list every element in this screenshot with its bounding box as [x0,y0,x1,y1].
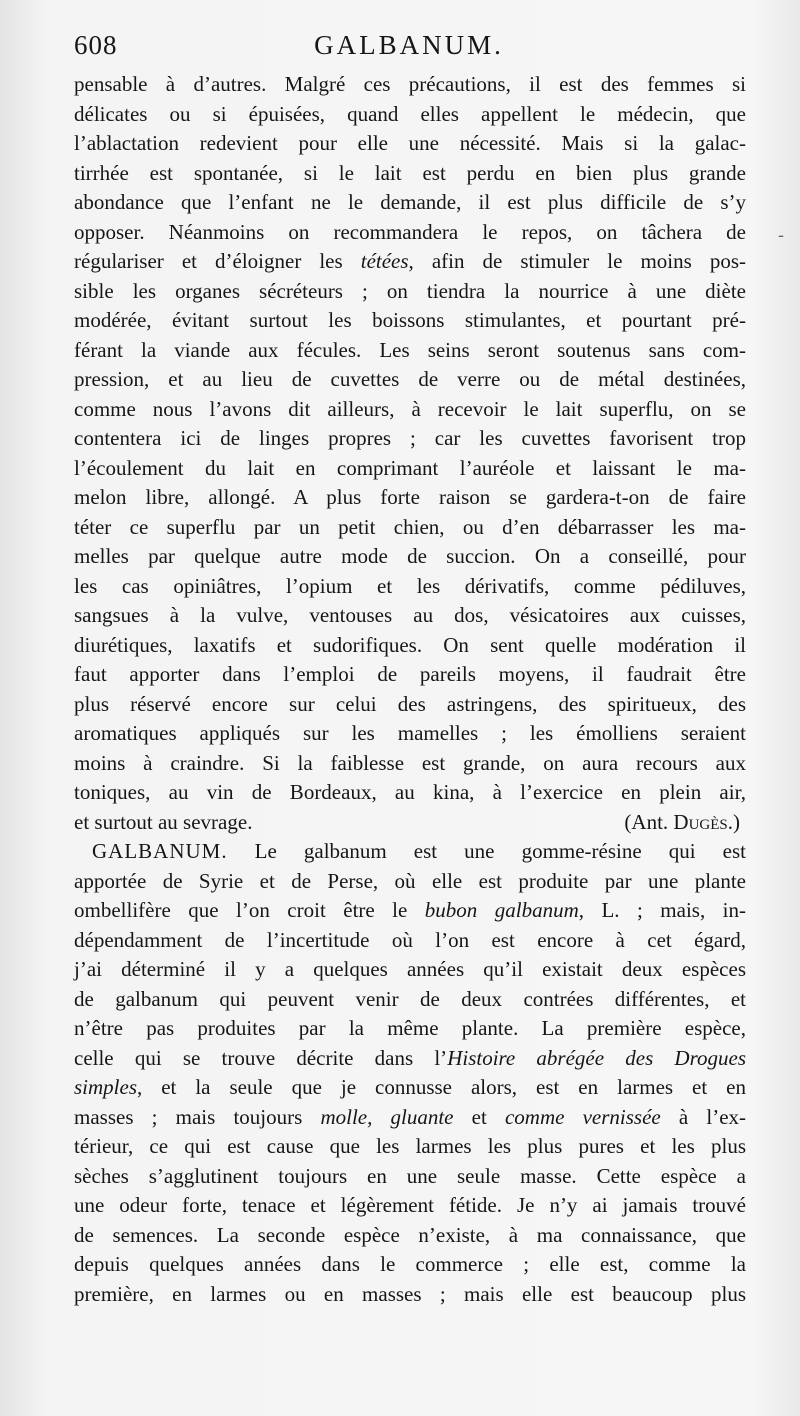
body-text [74,70,746,1309]
text-segment: , L. ; mais, in- [578,898,747,922]
text-line: melles par quelque autre mode de succion. On a conseillé, pour [74,544,746,568]
text-line: aromatiques appliqués sur les mamelles ; les émolliens seraient [74,721,746,745]
text-line: pression, et au lieu de cuvettes de verre ou de métal destinées, [74,367,746,391]
signature-line [74,808,746,838]
text-line: diurétiques, laxatifs et sudorifiques. On sent quelle modération il [74,632,746,657]
text-line [74,1044,746,1074]
text-line: sangsues à la vulve, ventouses au dos, vésicatoires aux cuisses, [74,603,746,627]
italic-text: simples [74,1075,137,1099]
text-line: modérée, évitant surtout les boissons stimulantes, et pourtant pré- [74,308,746,332]
text-line: comme nous l’avons dit ailleurs, à recevoir le lait superflu, on se [74,396,746,421]
text-line: de semences. La seconde espèce n’existe, à ma connaissance, que [74,1222,746,1247]
text-line: plus réservé encore sur celui des astringens, des spiritueux, des [74,691,746,716]
text-line: pensable à d’autres. Malgré ces précautions, il est des femmes si [74,72,746,96]
italic-text: molle, gluante [320,1104,454,1129]
text-line: première, en larmes ou en masses ; mais elle est beaucoup plus [74,1281,746,1306]
text-segment: celle qui se trouve décrite dans l’ [74,1045,448,1070]
text-line [74,247,746,277]
italic-text: Histoire abrégée des Drogues [447,1045,746,1070]
entry-headword: GALBANUM. [92,839,228,863]
text-line: moins à craindre. Si la faiblesse est grande, on aura recours aux [74,750,746,775]
text-line: faut apporter dans l’emploi de pareils moyens, il faudrait être [74,662,746,686]
text-line: opposer. Néanmoins on recommandera le repos, on tâchera de [74,219,746,244]
page-header [74,30,744,70]
text-segment: , afin de stimuler le moins pos- [408,249,746,273]
entry-text: Le galbanum est une gomme-résine qui est [254,839,746,863]
text-line: abondance que l’enfant ne le demande, il est plus difficile de s’y [74,190,746,214]
author-suffix: .) [727,809,740,834]
running-title: GALBANUM. [314,30,504,60]
text-line: téter ce superflu par un petit chien, ou d’en débarrasser les ma- [74,514,746,539]
text-line: l’écoulement du lait en comprimant l’auréole et laissant le ma- [74,455,746,480]
text-line: toniques, au vin de Bordeaux, au kina, à l’exercice en plein air, [74,780,746,804]
text-line: tirrhée est spontanée, si le lait est perdu en bien plus grande [74,160,746,185]
text-line: dépendamment de l’incertitude où l’on est encore à cet égard, [74,927,746,952]
text-line: apportée de Syrie et de Perse, où elle est produite par une plante [74,868,746,893]
text-line: depuis quelques années dans le commerce ; elle est, comme la [74,1252,746,1276]
text-line [74,1103,746,1133]
text-segment: à l’ex- [660,1104,747,1129]
text-segment: régulariser et d’éloigner les [74,249,361,273]
text-segment: , et la seule que je connusse alors, est en larmes et en [137,1075,746,1099]
text-segment: ombellifère que l’on croit être le [74,898,425,922]
text-line: melon libre, allongé. A plus forte raison se gardera-t-on de faire [74,485,746,509]
italic-text: tétées [360,249,409,273]
text-line: sèches s’agglutinent toujours en une seule masse. Cette espèce a [74,1163,746,1188]
author-prefix: (Ant. [624,809,674,834]
page-number: 608 [74,30,118,60]
text-segment: et [453,1104,505,1129]
margin-mark: - [778,225,785,246]
text-line: de galbanum qui peuvent venir de deux contrées différentes, et [74,986,746,1011]
text-line: les cas opiniâtres, l’opium et les dérivatifs, comme pédiluves, [74,573,746,598]
text-line [74,896,746,926]
text-line: délicates ou si épuisées, quand elles appellent le médecin, que [74,101,746,126]
text-line: contentera ici de linges propres ; car les cuvettes favorisent trop [74,426,746,450]
text-line [74,1073,746,1103]
text-line: j’ai déterminé il y a quelques années qu’il existait deux espèces [74,957,746,981]
signature-text: et surtout au sevrage. [74,809,253,834]
italic-text: bubon galbanum [424,898,579,922]
article-author [624,808,740,838]
text-line: térieur, ce qui est cause que les larmes les plus pures et les plus [74,1134,746,1158]
author-name: Dugès [673,809,728,834]
text-line: sible les organes sécréteurs ; on tiendra la nourrice à une diète [74,278,746,303]
text-line: une odeur forte, tenace et légèrement fétide. Je n’y ai jamais trouvé [74,1193,746,1217]
text-line: l’ablactation redevient pour elle une nécessité. Mais si la galac- [74,131,746,155]
text-line: n’être pas produites par la même plante. La première espèce, [74,1016,746,1040]
italic-text: comme vernissée [504,1104,661,1129]
text-line: férant la viande aux fécules. Les seins seront soutenus sans com- [74,337,746,362]
entry-first-line [74,837,746,867]
text-segment: masses ; mais toujours [74,1104,321,1129]
